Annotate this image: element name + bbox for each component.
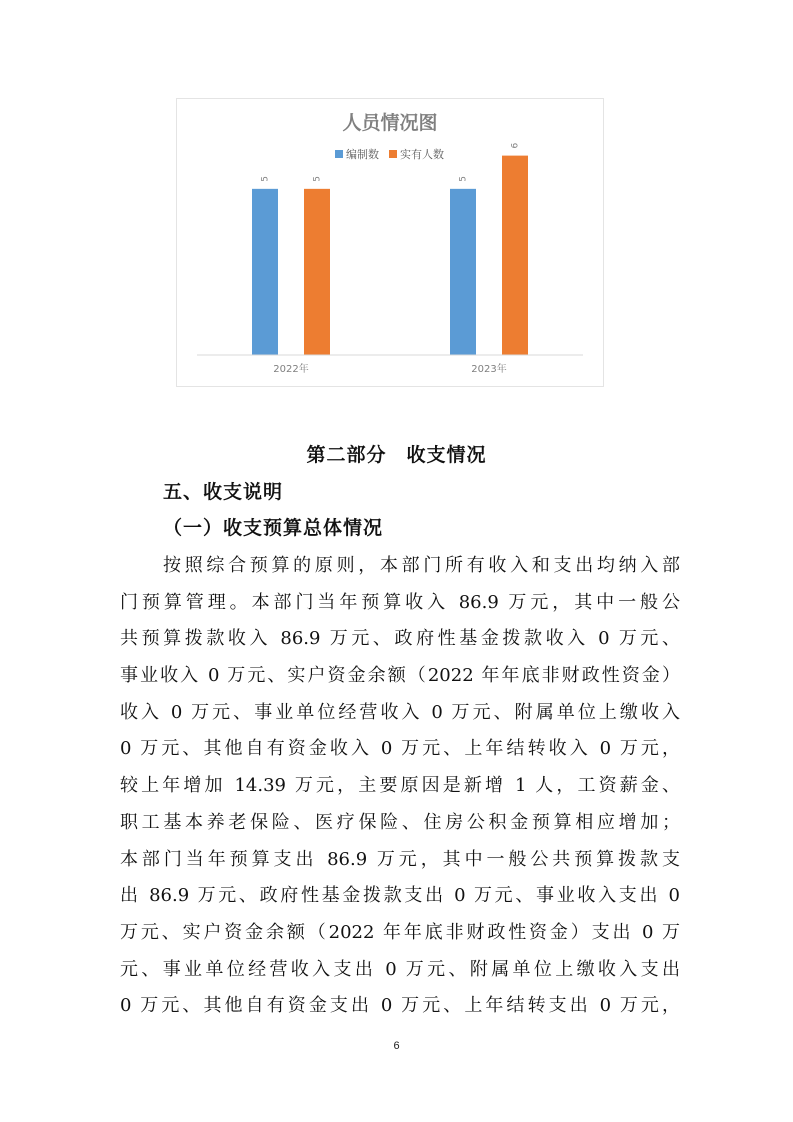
body-line: 本部门当年预算支出 86.9 万元，其中一般公共预算拨款支: [120, 848, 680, 870]
chart-bars: [252, 142, 528, 355]
legend-label: 编制数: [346, 148, 379, 161]
body-line: 门预算管理。本部门当年预算收入 86.9 万元，其中一般公: [120, 591, 680, 613]
body-line: 职工基本养老保险、医疗保险、住房公积金预算相应增加；: [120, 811, 680, 833]
body-line: 事业收入 0 万元、实户资金余额（2022 年年底非财政性资金）: [120, 665, 680, 687]
bar: [502, 156, 528, 355]
personnel-chart: [176, 98, 604, 387]
legend-swatch: [335, 150, 343, 158]
body-line: 按照综合预算的原则，本部门所有收入和支出均纳入部: [163, 555, 680, 576]
body-line: 共预算拨款收入 86.9 万元、政府性基金拨款收入 0 万元、: [120, 628, 680, 650]
legend-label: 实有人数: [400, 148, 444, 161]
bar: [252, 189, 278, 355]
chart-legend: [335, 147, 444, 161]
body-line: 出 86.9 万元、政府性基金拨款支出 0 万元、事业收入支出 0: [120, 885, 680, 907]
x-tick-label: 2023年: [471, 364, 507, 375]
data-label: 5: [312, 175, 323, 182]
body-line: 收入 0 万元、事业单位经营收入 0 万元、附属单位上缴收入: [120, 701, 680, 723]
bar: [450, 189, 476, 355]
section-heading: 五、收支说明: [163, 481, 284, 503]
page-number: 6: [393, 1040, 400, 1052]
chart-canvas: [177, 99, 603, 386]
data-label: 5: [260, 175, 271, 182]
x-axis-labels: [273, 362, 506, 375]
body-line: 万元、实户资金余额（2022 年年底非财政性资金）支出 0 万: [120, 921, 680, 943]
body-paragraph: [120, 548, 680, 1025]
bar: [304, 189, 330, 355]
x-tick-label: 2022年: [273, 364, 309, 375]
chart-title: 人员情况图: [342, 112, 438, 134]
data-label: 5: [458, 175, 469, 182]
body-line: 0 万元、其他自有资金支出 0 万元、上年结转支出 0 万元，: [120, 995, 680, 1017]
body-line: 0 万元、其他自有资金收入 0 万元、上年结转收入 0 万元，: [120, 738, 680, 760]
part-title: 第二部分 收支情况: [306, 444, 487, 466]
subsection-heading: （一）收支预算总体情况: [163, 517, 384, 539]
legend-swatch: [389, 150, 397, 158]
body-line: 较上年增加 14.39 万元，主要原因是新增 1 人，工资薪金、: [120, 775, 680, 797]
data-label: 6: [510, 142, 521, 149]
body-line: 元、事业单位经营收入支出 0 万元、附属单位上缴收入支出: [120, 958, 680, 980]
